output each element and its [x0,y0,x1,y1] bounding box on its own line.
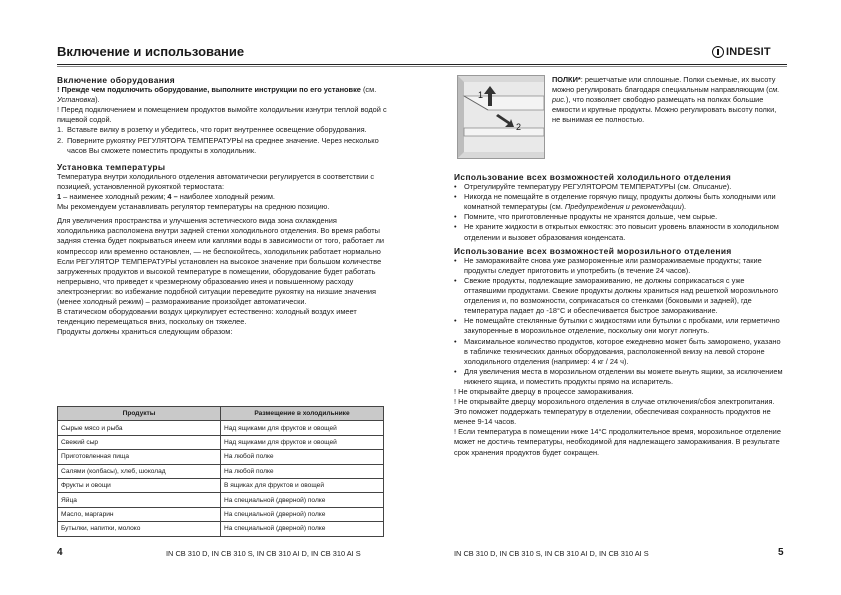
paragraph: Мы рекомендуем устанавливать регулятор температуры на среднюю позицию. [57,202,330,212]
table-header: Размещение в холодильнике [221,407,384,421]
note: ! Если температура в помещении ниже 14°С продолжительное время, морозильное отделение может не достичь температуры, необходимой для надлежащего замораживания. В результате срок хранения продуктов будет сокращен. [454,427,781,457]
list-item: • Не помещайте стеклянные бутылки с жидкостями или бутылки с пробками, или герметично закупоренные в морозильное отделение, поскольку они могут лопнуть. [454,316,780,336]
table-row: Приготовленная пища На любой полке [58,450,384,464]
table-row: Масло, маргарин На специальной (дверной) полке [58,507,384,521]
paragraph: Продукты должны храниться следующим образом: [57,327,233,337]
header-divider [57,64,787,65]
storage-table [57,406,384,537]
list-item: 2. Поверните рукоятку РЕГУЛЯТОРА ТЕМПЕРАТУРЫ на среднее значение. Через несколько часов Вы сможете поместить продукты в холодильник. [57,135,379,155]
wash-warning: ! Перед подключением и помещением продуктов вымойте холодильник изнутри теплой водой с пищевой содой. [57,105,387,125]
brand-name: INDESIT [726,46,771,58]
right-column [454,172,786,458]
brand-logo [712,46,771,58]
header-divider-thin [57,66,787,67]
indesit-logo-icon [712,46,724,58]
footer-models-right: IN CB 310 D, IN CB 310 S, IN CB 310 AI D, IN CB 310 AI S [454,549,649,558]
shelf-diagram [458,76,544,158]
left-column [57,75,387,337]
page-number-right: 5 [778,547,784,558]
table-row: Свежий сыр Над ящиками для фруктов и овощей [58,435,384,449]
page-title: Включение и использование [57,44,245,59]
table-row: Фрукты и овощи В ящиках для фруктов и овощей [58,478,384,492]
table-row: Салями (колбасы), хлеб, шоколад На любой полке [58,464,384,478]
list-item: • Не замораживайте снова уже размороженные или размораживаемые продукты; такие продукты следует приготовить и употребить (в течение 24 часов). [454,255,762,275]
shelf-description: ПОЛКИ*: решетчатые или сплошные. Полки съемные, их высоту можно регулировать благодаря специальным направляющим (см. рис.), что позволяет свободно размещать на полках большие емкости и крупные продукты. Можно регулировать высоту полки, не вынимая ее полностью. [552,75,780,125]
figure-label-2: 2 [516,122,522,132]
figure-label-1: 1 [478,90,484,100]
section-title-switch-on: Включение оборудования [57,75,176,85]
list-item: • Помните, что приготовленные продукты не хранятся дольше, чем сырые. [454,212,718,222]
list-item: • Свежие продукты, подлежащие замораживанию, не должны соприкасаться с уже оттаявшими продуктами. Свежие продукты должны храниться над решеткой морозильного отделения и, по возможности, соприкасаться со стенками (боковыми и задней), где температура падает до -18°С и обеспечивается быстрое замораживание. [454,275,779,316]
table-row: Бутылки, напитки, молоко На специальной (дверной) полке [58,522,384,536]
table-row: Сырые мясо и рыба Над ящиками для фруктов и овощей [58,421,384,435]
note: ! Не открывайте дверцу морозильного отделения в случае отключения/сбоя электропитания. Это поможет поддержать температуру в отделении, обеспечивая сохранность продуктов не менее 9-14 часов. [454,397,775,427]
section-title-temperature: Установка температуры [57,161,166,172]
list-item: 1. Вставьте вилку в розетку и убедитесь, что горит внутреннее освещение оборудования. [57,125,367,135]
shelf-illustration [457,75,545,159]
section-title-freezer: Использование всех возможностей морозильного отделения [454,245,732,256]
list-item: • Никогда не помещайте в отделение горячую пищу, продукты должны быть холодными или комнатной температуры (см. Предупреждения и рекомендации). [454,192,776,212]
install-warning: ! Прежде чем подключить оборудование, выполните инструкции по его установке (см. Установка). [57,85,377,105]
page-number-left: 4 [57,547,63,558]
list-item: • Не храните жидкости в открытых емкостях: это повысит уровень влажности в холодильном отделении и вызовет образования конденсата. [454,222,779,242]
thermostat-modes: 1 – наименее холодный режим; 4 – наиболее холодный режим. [57,192,275,202]
table-header: Продукты [58,407,221,421]
note: ! Не открывайте дверцу в процессе замораживания. [454,386,634,396]
list-item: • Максимальное количество продуктов, которое ежедневно может быть заморожено, указано в табличке технических данных оборудования, расположенной внизу на левой стороне холодильного отделения (например: 4 кг / 24 ч). [454,336,781,366]
section-title-fridge: Использование всех возможностей холодильного отделения [454,172,732,182]
paragraph: Для увеличения пространства и улучшения эстетического вида зона охлаждения холодильника расположена внутри задней стенки холодильного отделения. Во время работы задняя стенка будет покрываться инеем или каплями воды в зависимости от того, работает ли компрессор или временно остановлен, — не беспокойтесь, холодильник работает нормально [57,216,385,256]
table-row: Яйца На специальной (дверной) полке [58,493,384,507]
paragraph: Если РЕГУЛЯТОР ТЕМПЕРАТУРЫ установлен на высокое значение при большом количестве загруженных продуктов и высокой температуре в помещении, оборудование будет работать непрерывно, что приведет к чрезмерному образованию инея и повышенному расходу электроэнергии: во избежание подобной ситуации переведите рукоятку на низшие значения (менее холодный режим) – размораживание произойдет автоматически. [57,256,382,306]
footer-models-left: IN CB 310 D, IN CB 310 S, IN CB 310 AI D, IN CB 310 AI S [166,549,361,558]
list-item: • Для увеличения места в морозильном отделении вы можете вынуть ящики, за исключением нижнего ящика, и поместить продукты прямо на испаритель. [454,366,783,386]
list-item: • Отрегулируйте температуру РЕГУЛЯТОРОМ ТЕМПЕРАТУРЫ (см. Описание). [454,182,732,192]
paragraph: Температура внутри холодильного отделения автоматически регулируется в соответствии с позицией, установленной рукояткой термостата: [57,171,375,191]
paragraph: В статическом оборудовании воздух циркулирует естественно: холодный воздух имеет тенденцию перемещаться вниз, поскольку он тяжелее. [57,307,357,327]
